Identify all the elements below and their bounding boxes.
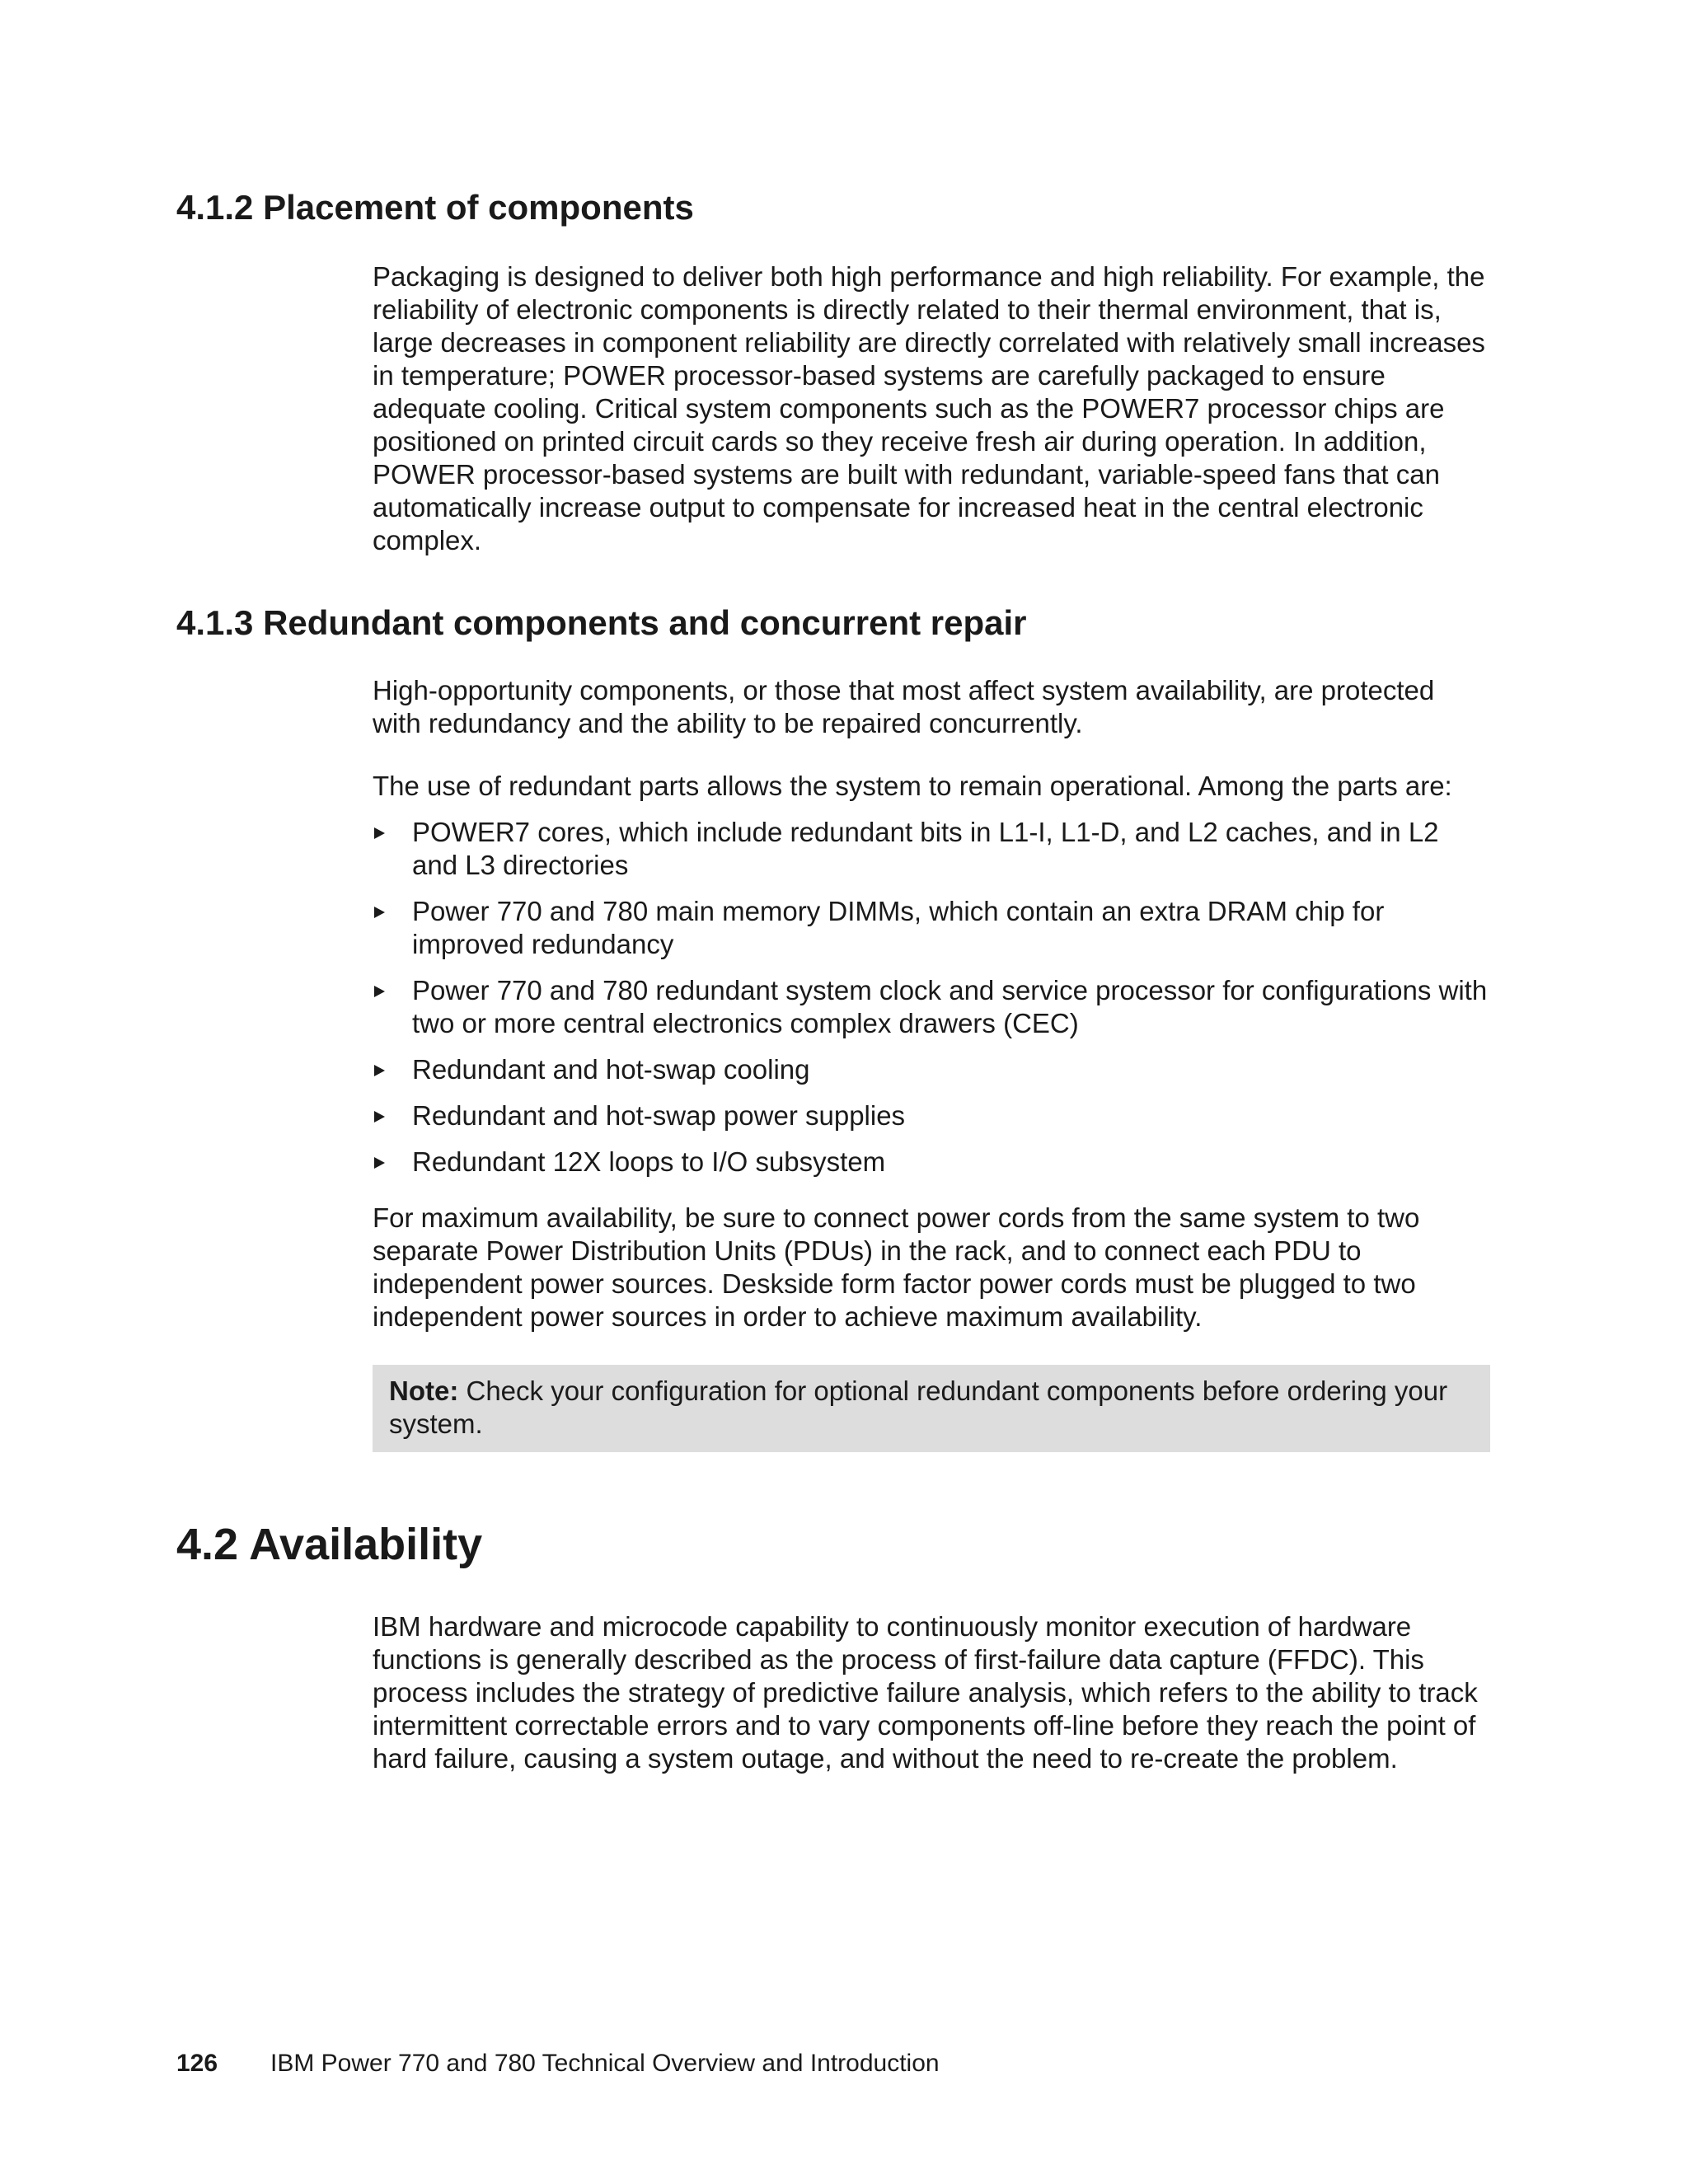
redundancy-intro-paragraph: High-opportunity components, or those that most affect system availability, are protected with redundancy and the ability to be repaired concurrently. bbox=[373, 675, 1435, 738]
note-box bbox=[373, 1365, 1490, 1452]
list-item-text: Power 770 and 780 redundant system clock and service processor for configurations with two or more central electronics complex drawers (CEC) bbox=[412, 975, 1488, 1038]
placement-paragraph: Packaging is designed to deliver both high performance and high reliability. For example, the reliability of electronic components is directly related to their thermal environment, that is, large decreases in component reliability are directly correlated with relatively small increases in temperature; POWER processor-based systems are carefully packaged to ensure adequate cooling. Critical system components such as the POWER7 processor chips are positioned on printed circuit cards so they receive fresh air during operation. In addition, POWER processor-based systems are built with redundant, variable-speed fans that can automatically increase output to compensate for increased heat in the central electronic complex. bbox=[373, 261, 1485, 555]
page-number: 126 bbox=[176, 2050, 218, 2077]
bullet-arrow-icon bbox=[374, 986, 385, 997]
bullet-arrow-icon bbox=[374, 1111, 385, 1122]
list-item bbox=[373, 1099, 1490, 1132]
list-item bbox=[373, 1053, 1490, 1086]
bullet-arrow-icon bbox=[374, 1157, 385, 1169]
section-heading-4-2: 4.2 Availability bbox=[176, 1520, 483, 1569]
redundant-parts-paragraph: The use of redundant parts allows the system to remain operational. Among the parts are: bbox=[373, 771, 1452, 801]
list-item bbox=[373, 1146, 1490, 1179]
list-item bbox=[373, 974, 1490, 1040]
availability-paragraph: IBM hardware and microcode capability to continuously monitor execution of hardware functions is generally described as the process of first-failure data capture (FFDC). This process includes the strategy of predictive failure analysis, which refers to the ability to track intermittent correctable errors and to vary components off-line before they reach the point of hard failure, causing a system outage, and without the need to re-create the problem. bbox=[373, 1611, 1478, 1774]
list-item bbox=[373, 895, 1490, 961]
book-title: IBM Power 770 and 780 Technical Overview and Introduction bbox=[270, 2050, 940, 2077]
note-label: Note: bbox=[389, 1376, 459, 1406]
bullet-arrow-icon bbox=[374, 827, 385, 839]
list-item-text: Redundant and hot-swap cooling bbox=[412, 1054, 810, 1085]
list-item-text: Redundant 12X loops to I/O subsystem bbox=[412, 1146, 886, 1177]
page-footer bbox=[176, 2047, 940, 2080]
list-item-text: Power 770 and 780 main memory DIMMs, which contain an extra DRAM chip for improved redundancy bbox=[412, 896, 1385, 959]
list-item bbox=[373, 816, 1490, 882]
redundant-parts-list bbox=[373, 816, 1490, 1192]
power-cords-paragraph: For maximum availability, be sure to connect power cords from the same system to two separate Power Distribution Units (PDUs) in the rack, and to connect each PDU to independent power sources. Deskside form factor power cords must be plugged to two independent power sources in order to achieve maximum availability. bbox=[373, 1202, 1420, 1332]
bullet-arrow-icon bbox=[374, 1065, 385, 1076]
section-heading-4-1-2: 4.1.2 Placement of components bbox=[176, 188, 694, 227]
section-heading-4-1-3: 4.1.3 Redundant components and concurrent repair bbox=[176, 603, 1027, 642]
list-item-text: Redundant and hot-swap power supplies bbox=[412, 1100, 906, 1131]
list-item-text: POWER7 cores, which include redundant bits in L1-I, L1-D, and L2 caches, and in L2 and L3 directories bbox=[412, 817, 1439, 880]
note-text: Check your configuration for optional redundant components before ordering your system. bbox=[389, 1376, 1448, 1439]
bullet-arrow-icon bbox=[374, 907, 385, 918]
